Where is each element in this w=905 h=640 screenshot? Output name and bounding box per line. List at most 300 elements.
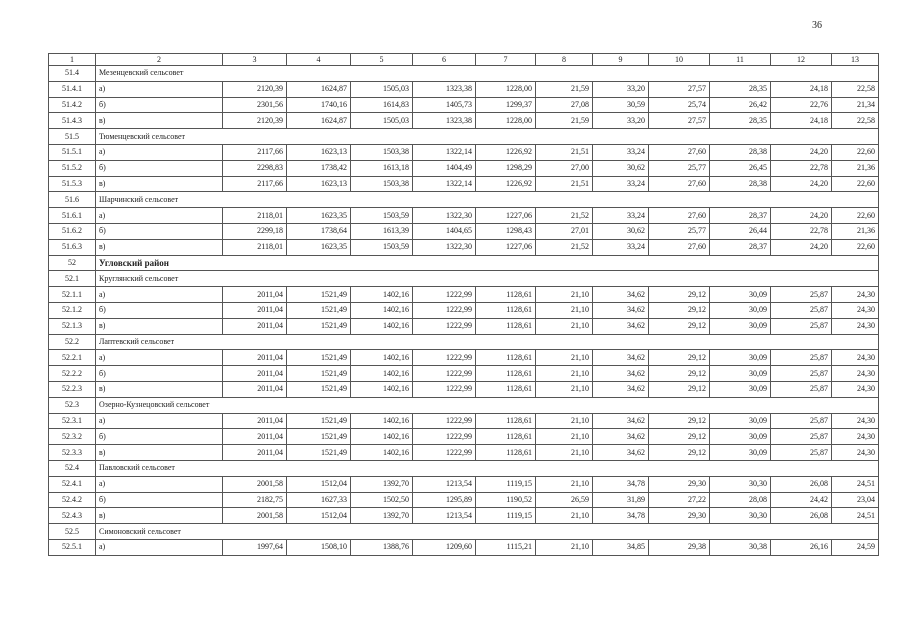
table-row <box>49 81 879 97</box>
cell-value: 24,20 <box>771 208 832 224</box>
cell-value: 29,12 <box>649 445 710 461</box>
cell-value: 27,08 <box>536 97 593 113</box>
cell-value: 25,87 <box>771 413 832 429</box>
cell-value: 34,62 <box>593 302 649 318</box>
table-row <box>49 539 879 555</box>
table-row <box>49 366 879 382</box>
cell-value: 21,10 <box>536 287 593 303</box>
row-code: 51.4 <box>49 66 96 82</box>
row-code: 51.4.3 <box>49 113 96 129</box>
cell-value: 21,51 <box>536 144 593 160</box>
cell-value: 34,62 <box>593 381 649 397</box>
cell-value: 1402,16 <box>351 381 413 397</box>
table-row <box>49 318 879 334</box>
section-row <box>49 524 879 540</box>
cell-value: 30,09 <box>710 413 771 429</box>
table-row <box>49 492 879 508</box>
cell-value: 24,59 <box>832 539 879 555</box>
cell-value: 29,12 <box>649 318 710 334</box>
cell-value: 1738,64 <box>287 223 351 239</box>
cell-value: 21,52 <box>536 208 593 224</box>
cell-value: 25,87 <box>771 366 832 382</box>
cell-value: 30,62 <box>593 160 649 176</box>
row-variant: б) <box>96 366 223 382</box>
row-code: 51.4.2 <box>49 97 96 113</box>
row-code: 51.6.1 <box>49 208 96 224</box>
row-code: 51.6.2 <box>49 223 96 239</box>
table-row <box>49 476 879 492</box>
cell-value: 1222,99 <box>413 287 476 303</box>
row-code: 52.3.3 <box>49 445 96 461</box>
cell-value: 2301,56 <box>223 97 287 113</box>
cell-value: 1222,99 <box>413 413 476 429</box>
cell-value: 2011,04 <box>223 350 287 366</box>
cell-value: 2118,01 <box>223 208 287 224</box>
cell-value: 1402,16 <box>351 413 413 429</box>
cell-value: 1115,21 <box>476 539 536 555</box>
page-number: 36 <box>812 20 822 31</box>
row-code: 52.4.2 <box>49 492 96 508</box>
cell-value: 24,30 <box>832 350 879 366</box>
cell-value: 1738,42 <box>287 160 351 176</box>
table-row <box>49 160 879 176</box>
cell-value: 29,12 <box>649 302 710 318</box>
cell-value: 1298,43 <box>476 223 536 239</box>
cell-value: 30,09 <box>710 366 771 382</box>
cell-value: 22,58 <box>832 113 879 129</box>
column-header-8: 8 <box>536 54 593 66</box>
cell-value: 29,12 <box>649 429 710 445</box>
table-row <box>49 508 879 524</box>
cell-value: 29,12 <box>649 350 710 366</box>
row-code: 52.2 <box>49 334 96 350</box>
cell-value: 1228,00 <box>476 113 536 129</box>
row-code: 52.3.2 <box>49 429 96 445</box>
cell-value: 33,24 <box>593 208 649 224</box>
cell-value: 1392,70 <box>351 508 413 524</box>
cell-value: 26,45 <box>710 160 771 176</box>
cell-value: 21,10 <box>536 508 593 524</box>
cell-value: 30,09 <box>710 318 771 334</box>
cell-value: 1388,76 <box>351 539 413 555</box>
cell-value: 27,57 <box>649 81 710 97</box>
section-title: Павловский сельсовет <box>96 460 879 476</box>
cell-value: 1997,64 <box>223 539 287 555</box>
cell-value: 21,10 <box>536 302 593 318</box>
cell-value: 1521,49 <box>287 429 351 445</box>
cell-value: 21,59 <box>536 81 593 97</box>
cell-value: 25,87 <box>771 302 832 318</box>
cell-value: 1323,38 <box>413 113 476 129</box>
cell-value: 1227,06 <box>476 239 536 255</box>
cell-value: 1512,04 <box>287 476 351 492</box>
section-row <box>49 66 879 82</box>
cell-value: 27,60 <box>649 144 710 160</box>
cell-value: 34,62 <box>593 429 649 445</box>
cell-value: 2117,66 <box>223 176 287 192</box>
cell-value: 1226,92 <box>476 144 536 160</box>
cell-value: 1614,83 <box>351 97 413 113</box>
cell-value: 25,87 <box>771 445 832 461</box>
cell-value: 22,60 <box>832 144 879 160</box>
cell-value: 1128,61 <box>476 445 536 461</box>
cell-value: 21,10 <box>536 350 593 366</box>
row-code: 52.1 <box>49 271 96 287</box>
cell-value: 26,16 <box>771 539 832 555</box>
cell-value: 24,18 <box>771 113 832 129</box>
cell-value: 1222,99 <box>413 350 476 366</box>
row-variant: а) <box>96 81 223 97</box>
cell-value: 33,24 <box>593 176 649 192</box>
cell-value: 30,30 <box>710 476 771 492</box>
cell-value: 31,89 <box>593 492 649 508</box>
section-title: Лаптевский сельсовет <box>96 334 879 350</box>
cell-value: 30,09 <box>710 350 771 366</box>
cell-value: 21,10 <box>536 445 593 461</box>
cell-value: 26,44 <box>710 223 771 239</box>
cell-value: 1508,10 <box>287 539 351 555</box>
cell-value: 1298,29 <box>476 160 536 176</box>
cell-value: 1295,89 <box>413 492 476 508</box>
row-code: 52.4.3 <box>49 508 96 524</box>
district-row <box>49 255 879 271</box>
cell-value: 1512,04 <box>287 508 351 524</box>
cell-value: 1521,49 <box>287 413 351 429</box>
column-header-11: 11 <box>710 54 771 66</box>
cell-value: 30,38 <box>710 539 771 555</box>
table-row <box>49 381 879 397</box>
cell-value: 1119,15 <box>476 476 536 492</box>
tariff-table <box>48 53 879 556</box>
cell-value: 30,09 <box>710 287 771 303</box>
cell-value: 28,08 <box>710 492 771 508</box>
cell-value: 1322,14 <box>413 144 476 160</box>
section-title: Мезенцевский сельсовет <box>96 66 879 82</box>
cell-value: 1128,61 <box>476 381 536 397</box>
cell-value: 21,10 <box>536 413 593 429</box>
cell-value: 2011,04 <box>223 287 287 303</box>
cell-value: 1392,70 <box>351 476 413 492</box>
cell-value: 1624,87 <box>287 81 351 97</box>
cell-value: 25,74 <box>649 97 710 113</box>
cell-value: 1521,49 <box>287 318 351 334</box>
cell-value: 1222,99 <box>413 302 476 318</box>
cell-value: 1505,03 <box>351 81 413 97</box>
table-row <box>49 429 879 445</box>
cell-value: 1740,16 <box>287 97 351 113</box>
row-variant: б) <box>96 302 223 318</box>
row-code: 51.5.1 <box>49 144 96 160</box>
cell-value: 1404,49 <box>413 160 476 176</box>
cell-value: 1521,49 <box>287 381 351 397</box>
cell-value: 21,36 <box>832 160 879 176</box>
cell-value: 21,10 <box>536 429 593 445</box>
cell-value: 22,60 <box>832 208 879 224</box>
cell-value: 22,58 <box>832 81 879 97</box>
section-title: Тюменцевский сельсовет <box>96 129 879 145</box>
cell-value: 21,10 <box>536 539 593 555</box>
cell-value: 24,18 <box>771 81 832 97</box>
cell-value: 1503,59 <box>351 208 413 224</box>
cell-value: 24,30 <box>832 366 879 382</box>
cell-value: 30,59 <box>593 97 649 113</box>
table-body <box>49 66 879 556</box>
row-variant: а) <box>96 476 223 492</box>
row-code: 52.2.2 <box>49 366 96 382</box>
cell-value: 22,60 <box>832 239 879 255</box>
cell-value: 1502,50 <box>351 492 413 508</box>
cell-value: 1627,33 <box>287 492 351 508</box>
row-variant: в) <box>96 381 223 397</box>
column-header-5: 5 <box>351 54 413 66</box>
cell-value: 1503,38 <box>351 144 413 160</box>
cell-value: 2118,01 <box>223 239 287 255</box>
cell-value: 1623,13 <box>287 144 351 160</box>
table-row <box>49 223 879 239</box>
cell-value: 30,09 <box>710 429 771 445</box>
cell-value: 1405,73 <box>413 97 476 113</box>
cell-value: 26,42 <box>710 97 771 113</box>
cell-value: 25,87 <box>771 350 832 366</box>
table-row <box>49 302 879 318</box>
cell-value: 24,30 <box>832 445 879 461</box>
cell-value: 2299,18 <box>223 223 287 239</box>
cell-value: 30,09 <box>710 381 771 397</box>
cell-value: 1402,16 <box>351 287 413 303</box>
section-row <box>49 192 879 208</box>
row-code: 51.6 <box>49 192 96 208</box>
row-code: 52.4.1 <box>49 476 96 492</box>
cell-value: 24,20 <box>771 239 832 255</box>
cell-value: 24,51 <box>832 476 879 492</box>
row-code: 51.5.3 <box>49 176 96 192</box>
cell-value: 2011,04 <box>223 318 287 334</box>
cell-value: 34,62 <box>593 366 649 382</box>
cell-value: 1323,38 <box>413 81 476 97</box>
cell-value: 25,87 <box>771 318 832 334</box>
section-title: Шарчинский сельсовет <box>96 192 879 208</box>
cell-value: 29,12 <box>649 287 710 303</box>
cell-value: 29,12 <box>649 413 710 429</box>
cell-value: 1402,16 <box>351 445 413 461</box>
row-code: 52.1.3 <box>49 318 96 334</box>
row-code: 52.1.1 <box>49 287 96 303</box>
row-variant: б) <box>96 160 223 176</box>
cell-value: 1222,99 <box>413 318 476 334</box>
cell-value: 33,24 <box>593 144 649 160</box>
cell-value: 29,30 <box>649 476 710 492</box>
cell-value: 1299,37 <box>476 97 536 113</box>
cell-value: 29,38 <box>649 539 710 555</box>
cell-value: 34,62 <box>593 287 649 303</box>
cell-value: 1624,87 <box>287 113 351 129</box>
row-variant: а) <box>96 144 223 160</box>
row-code: 52 <box>49 255 96 271</box>
row-code: 51.6.3 <box>49 239 96 255</box>
cell-value: 1521,49 <box>287 366 351 382</box>
cell-value: 1222,99 <box>413 445 476 461</box>
cell-value: 21,59 <box>536 113 593 129</box>
cell-value: 1213,54 <box>413 476 476 492</box>
cell-value: 30,30 <box>710 508 771 524</box>
cell-value: 28,35 <box>710 113 771 129</box>
cell-value: 34,62 <box>593 413 649 429</box>
row-variant: б) <box>96 429 223 445</box>
cell-value: 2120,39 <box>223 113 287 129</box>
cell-value: 1119,15 <box>476 508 536 524</box>
cell-value: 2298,83 <box>223 160 287 176</box>
row-code: 52.4 <box>49 460 96 476</box>
section-title: Симоновский сельсовет <box>96 524 879 540</box>
row-code: 52.3 <box>49 397 96 413</box>
cell-value: 29,12 <box>649 381 710 397</box>
cell-value: 34,78 <box>593 476 649 492</box>
table-row <box>49 144 879 160</box>
cell-value: 1623,13 <box>287 176 351 192</box>
row-code: 52.5.1 <box>49 539 96 555</box>
cell-value: 1613,39 <box>351 223 413 239</box>
cell-value: 33,24 <box>593 239 649 255</box>
cell-value: 1521,49 <box>287 302 351 318</box>
cell-value: 24,30 <box>832 318 879 334</box>
cell-value: 2120,39 <box>223 81 287 97</box>
cell-value: 25,77 <box>649 223 710 239</box>
row-code: 52.3.1 <box>49 413 96 429</box>
cell-value: 28,37 <box>710 239 771 255</box>
cell-value: 1128,61 <box>476 302 536 318</box>
cell-value: 24,20 <box>771 144 832 160</box>
cell-value: 26,59 <box>536 492 593 508</box>
table-row <box>49 287 879 303</box>
cell-value: 34,78 <box>593 508 649 524</box>
table-row <box>49 239 879 255</box>
cell-value: 1623,35 <box>287 208 351 224</box>
cell-value: 1128,61 <box>476 429 536 445</box>
column-header-row <box>49 54 879 66</box>
row-variant: б) <box>96 97 223 113</box>
section-row <box>49 271 879 287</box>
cell-value: 24,30 <box>832 413 879 429</box>
cell-value: 24,51 <box>832 508 879 524</box>
cell-value: 2117,66 <box>223 144 287 160</box>
column-header-3: 3 <box>223 54 287 66</box>
column-header-2: 2 <box>96 54 223 66</box>
row-variant: в) <box>96 113 223 129</box>
section-title: Озерно-Кузнецовский сельсовет <box>96 397 879 413</box>
cell-value: 1402,16 <box>351 318 413 334</box>
cell-value: 2011,04 <box>223 445 287 461</box>
cell-value: 1503,38 <box>351 176 413 192</box>
row-code: 51.5 <box>49 129 96 145</box>
table-row <box>49 113 879 129</box>
cell-value: 2001,58 <box>223 476 287 492</box>
row-code: 51.5.2 <box>49 160 96 176</box>
cell-value: 1128,61 <box>476 287 536 303</box>
cell-value: 1402,16 <box>351 366 413 382</box>
cell-value: 1222,99 <box>413 429 476 445</box>
row-code: 52.5 <box>49 524 96 540</box>
row-code: 52.1.2 <box>49 302 96 318</box>
table-row <box>49 208 879 224</box>
cell-value: 1213,54 <box>413 508 476 524</box>
cell-value: 1226,92 <box>476 176 536 192</box>
row-code: 51.4.1 <box>49 81 96 97</box>
cell-value: 34,85 <box>593 539 649 555</box>
cell-value: 1128,61 <box>476 366 536 382</box>
cell-value: 2011,04 <box>223 429 287 445</box>
row-variant: а) <box>96 413 223 429</box>
cell-value: 27,60 <box>649 208 710 224</box>
cell-value: 24,20 <box>771 176 832 192</box>
cell-value: 24,30 <box>832 429 879 445</box>
cell-value: 1521,49 <box>287 287 351 303</box>
column-header-13: 13 <box>832 54 879 66</box>
cell-value: 29,12 <box>649 366 710 382</box>
cell-value: 25,77 <box>649 160 710 176</box>
cell-value: 22,78 <box>771 223 832 239</box>
cell-value: 25,87 <box>771 429 832 445</box>
section-row <box>49 334 879 350</box>
cell-value: 34,62 <box>593 445 649 461</box>
cell-value: 24,30 <box>832 381 879 397</box>
row-variant: а) <box>96 287 223 303</box>
cell-value: 30,09 <box>710 445 771 461</box>
cell-value: 27,22 <box>649 492 710 508</box>
cell-value: 1128,61 <box>476 350 536 366</box>
cell-value: 28,37 <box>710 208 771 224</box>
cell-value: 1402,16 <box>351 302 413 318</box>
cell-value: 27,60 <box>649 176 710 192</box>
cell-value: 21,36 <box>832 223 879 239</box>
section-row <box>49 397 879 413</box>
cell-value: 22,76 <box>771 97 832 113</box>
cell-value: 23,04 <box>832 492 879 508</box>
cell-value: 27,01 <box>536 223 593 239</box>
cell-value: 1322,30 <box>413 239 476 255</box>
cell-value: 24,30 <box>832 287 879 303</box>
cell-value: 28,38 <box>710 144 771 160</box>
row-variant: в) <box>96 508 223 524</box>
cell-value: 25,87 <box>771 287 832 303</box>
cell-value: 1623,35 <box>287 239 351 255</box>
cell-value: 24,42 <box>771 492 832 508</box>
district-title: Угловский район <box>96 255 879 271</box>
cell-value: 27,00 <box>536 160 593 176</box>
cell-value: 1222,99 <box>413 381 476 397</box>
cell-value: 30,09 <box>710 302 771 318</box>
column-header-10: 10 <box>649 54 710 66</box>
cell-value: 21,10 <box>536 366 593 382</box>
cell-value: 26,08 <box>771 476 832 492</box>
cell-value: 28,35 <box>710 81 771 97</box>
table-row <box>49 445 879 461</box>
cell-value: 1227,06 <box>476 208 536 224</box>
cell-value: 34,62 <box>593 350 649 366</box>
row-variant: а) <box>96 539 223 555</box>
cell-value: 1613,18 <box>351 160 413 176</box>
cell-value: 1402,16 <box>351 350 413 366</box>
cell-value: 1128,61 <box>476 413 536 429</box>
column-header-12: 12 <box>771 54 832 66</box>
table-row <box>49 97 879 113</box>
cell-value: 2011,04 <box>223 381 287 397</box>
cell-value: 27,57 <box>649 113 710 129</box>
cell-value: 33,20 <box>593 81 649 97</box>
cell-value: 1190,52 <box>476 492 536 508</box>
section-row <box>49 460 879 476</box>
cell-value: 2011,04 <box>223 366 287 382</box>
row-variant: а) <box>96 350 223 366</box>
